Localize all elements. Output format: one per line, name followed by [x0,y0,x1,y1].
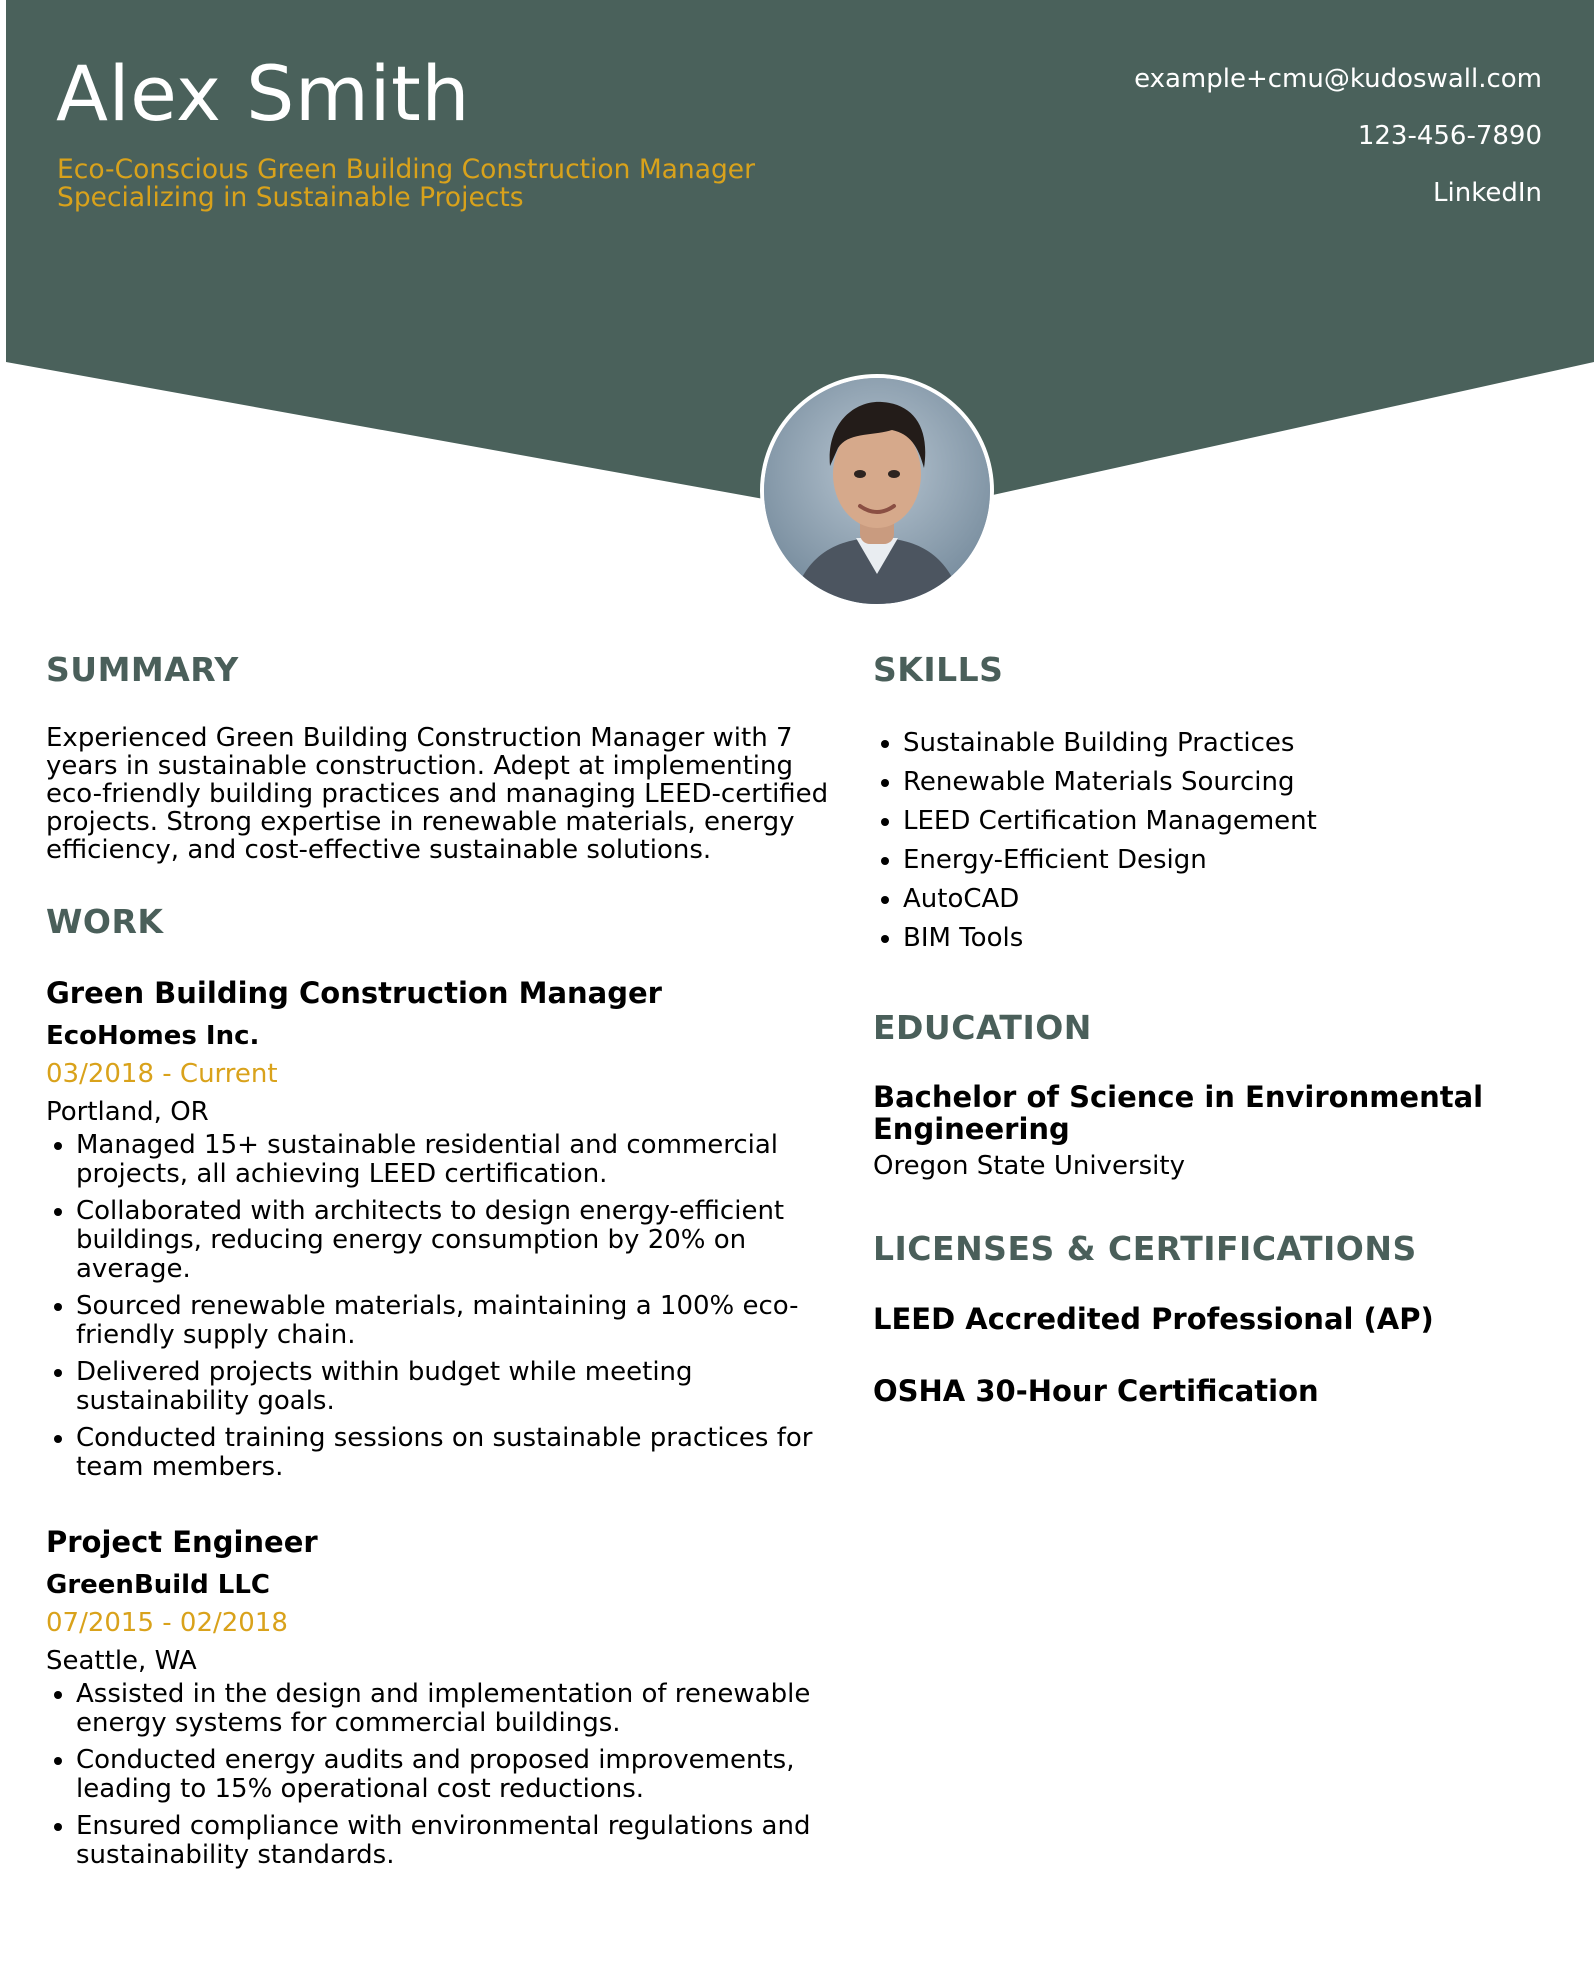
skills-list [873,724,1553,958]
linkedin-link[interactable]: LinkedIn [1433,178,1542,209]
job-location: Seattle, WA [46,1646,197,1677]
school-name: Oregon State University [873,1151,1185,1182]
job-bullet: • Managed 15+ sustainable residential and commercial projects, all achieving LEED certification. [76,1131,836,1189]
job-bullet: • Collaborated with architects to design energy-efficient buildings, reducing energy consumption by 20% on average. [76,1197,836,1284]
skill-item: • LEED Certification Management [903,802,1553,841]
left-column [46,650,836,1912]
work-heading: WORK [46,901,164,941]
job-company: GreenBuild LLC [46,1570,270,1601]
right-column [873,650,1553,1447]
job-entry [46,975,836,1482]
job-bullet: • Conducted training sessions on sustainable practices for team members. [76,1424,836,1482]
job-dates: 03/2018 - Current [46,1059,278,1090]
work-section [46,902,836,1871]
job-bullet: • Delivered projects within budget while meeting sustainability goals. [76,1358,836,1416]
skills-heading: SKILLS [873,650,1004,689]
job-bullet: • Assisted in the design and implementation of renewable energy systems for commercial buildings. [76,1680,836,1738]
job-bullets [46,1131,836,1482]
contact-info [1134,64,1542,236]
job-bullet: • Ensured compliance with environmental regulations and sustainability standards. [76,1812,836,1870]
job-location: Portland, OR [46,1097,209,1128]
skill-item: • AutoCAD [903,880,1553,919]
job-bullets [46,1680,836,1870]
education-section [873,1008,1553,1184]
certifications-heading: LICENSES & CERTIFICATIONS [873,1229,1417,1269]
skill-item: • Sustainable Building Practices [903,724,1553,763]
skill-item: • Energy-Efficient Design [903,841,1553,880]
job-title: Project Engineer [46,1525,318,1560]
certifications-section [873,1229,1553,1407]
education-heading: EDUCATION [873,1007,1092,1047]
phone-number: 123-456-7890 [1357,121,1542,152]
degree-title: Bachelor of Science in Environmental Engineering [873,1080,1484,1147]
job-entry [46,1524,836,1870]
job-bullet: • Conducted energy audits and proposed improvements, leading to 15% operational cost reductions. [76,1746,836,1804]
skill-item: • BIM Tools [903,919,1553,958]
certification-item: LEED Accredited Professional (AP) [873,1301,1434,1336]
summary-text: Experienced Green Building Construction Manager with 7 years in sustainable construction. Adept at implementing eco-friendly building practices and managing LEED-certified projects. Strong expertise in renewable materials, energy efficiency, and cost-effective sustainable solutions. [46,722,829,865]
summary-section [46,650,836,864]
skill-item: • Renewable Materials Sourcing [903,763,1553,802]
summary-heading: SUMMARY [46,650,239,689]
job-dates: 07/2015 - 02/2018 [46,1608,288,1639]
job-bullet: • Sourced renewable materials, maintaining a 100% eco-friendly supply chain. [76,1292,836,1350]
skills-section [873,650,1553,958]
email-link[interactable]: example+cmu@kudoswall.com [1134,64,1542,94]
job-company: EcoHomes Inc. [46,1021,260,1052]
candidate-name: Alex Smith [56,49,471,138]
certification-item: OSHA 30-Hour Certification [873,1373,1319,1408]
person-avatar-icon [764,378,990,604]
profile-photo [760,374,994,608]
candidate-tagline: Eco-Conscious Green Building Construction Manager Specializing in Sustainable Projects [57,154,755,213]
job-title: Green Building Construction Manager [46,976,662,1011]
